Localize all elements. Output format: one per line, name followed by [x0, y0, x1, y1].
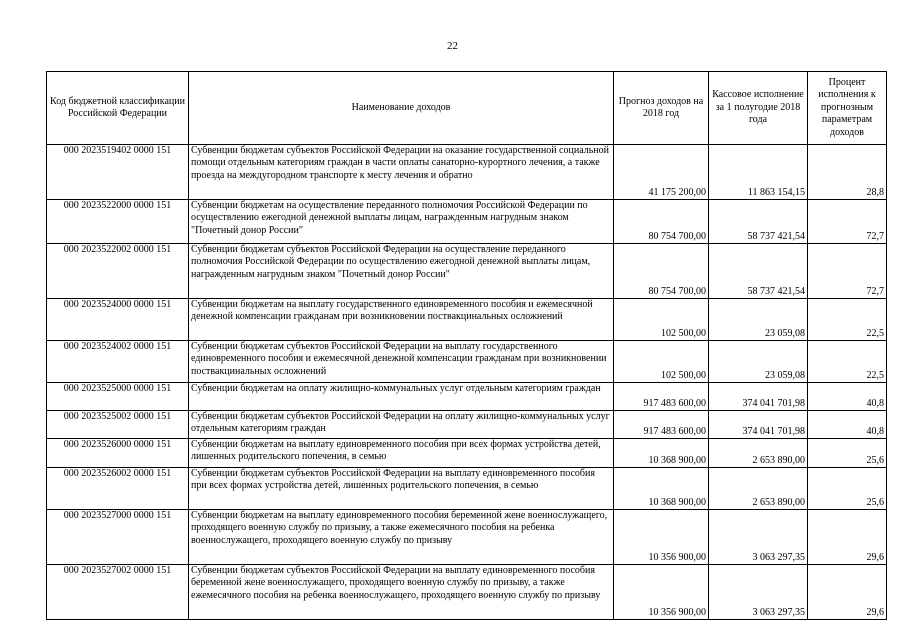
percent-cell: 25,6	[808, 468, 887, 510]
forecast-cell: 41 175 200,00	[614, 145, 709, 200]
header-budget-code: Код бюджетной классификации Российской Федерации	[47, 72, 189, 145]
executed-cell: 23 059,08	[709, 341, 808, 383]
forecast-cell: 80 754 700,00	[614, 244, 709, 299]
revenue-name-cell: Субвенции бюджетам на выплату государственного единовременного пособия и ежемесячной денежной компенсации гражданам при возникновении поствакцинальных осложнений	[189, 299, 614, 341]
header-percent: Процент исполнения к прогнозным параметрам доходов	[808, 72, 887, 145]
table-row	[47, 411, 887, 439]
forecast-cell: 10 368 900,00	[614, 468, 709, 510]
forecast-cell: 102 500,00	[614, 299, 709, 341]
executed-cell: 58 737 421,54	[709, 244, 808, 299]
table-row	[47, 200, 887, 244]
table-row	[47, 439, 887, 468]
revenue-name-cell: Субвенции бюджетам субъектов Российской Федерации на осуществление переданного полномочия Российской Федерации по осуществлению ежегодной денежной выплаты лицам, награжденным нагрудным знаком "Почетный донор России"	[189, 244, 614, 299]
table-row	[47, 341, 887, 383]
forecast-cell: 10 356 900,00	[614, 510, 709, 565]
percent-cell: 72,7	[808, 200, 887, 244]
revenue-name-cell: Субвенции бюджетам на выплату единовременного пособия при всех формах устройства детей, лишенных родительского попечения, в семью	[189, 439, 614, 468]
budget-code-cell: 000 2023522002 0000 151	[47, 244, 189, 299]
page-number: 22	[447, 40, 458, 52]
executed-cell: 3 063 297,35	[709, 565, 808, 620]
table-row	[47, 145, 887, 200]
revenue-table	[46, 71, 887, 620]
executed-cell: 2 653 890,00	[709, 468, 808, 510]
revenue-name-cell: Субвенции бюджетам на оплату жилищно-коммунальных услуг отдельным категориям граждан	[189, 383, 614, 411]
table-row	[47, 565, 887, 620]
revenue-name-cell: Субвенции бюджетам субъектов Российской Федерации на выплату государственного единовременного пособия и ежемесячной денежной компенсации гражданам при возникновении поствакцинальных осложнений	[189, 341, 614, 383]
table-row	[47, 383, 887, 411]
revenue-name-cell: Субвенции бюджетам субъектов Российской Федерации на выплату единовременного пособия беременной жене военнослужащего, проходящего военную службу по призыву, а также ежемесячного пособия на ребенка военнослужащего, проходящего военную службу по призыву	[189, 565, 614, 620]
table-row	[47, 299, 887, 341]
budget-code-cell: 000 2023524000 0000 151	[47, 299, 189, 341]
revenue-name-cell: Субвенции бюджетам на осуществление переданного полномочия Российской Федерации по осуществлению ежегодной денежной выплаты лицам, награжденным нагрудным знаком "Почетный донор России"	[189, 200, 614, 244]
table-row	[47, 244, 887, 299]
table-row	[47, 510, 887, 565]
budget-code-cell: 000 2023525002 0000 151	[47, 411, 189, 439]
header-forecast: Прогноз доходов на 2018 год	[614, 72, 709, 145]
header-revenue-name: Наименование доходов	[189, 72, 614, 145]
budget-code-cell: 000 2023524002 0000 151	[47, 341, 189, 383]
executed-cell: 374 041 701,98	[709, 383, 808, 411]
executed-cell: 3 063 297,35	[709, 510, 808, 565]
percent-cell: 22,5	[808, 299, 887, 341]
header-executed: Кассовое исполнение за 1 полугодие 2018 года	[709, 72, 808, 145]
forecast-cell: 10 368 900,00	[614, 439, 709, 468]
forecast-cell: 917 483 600,00	[614, 383, 709, 411]
budget-code-cell: 000 2023527002 0000 151	[47, 565, 189, 620]
executed-cell: 374 041 701,98	[709, 411, 808, 439]
budget-code-cell: 000 2023527000 0000 151	[47, 510, 189, 565]
table-row	[47, 468, 887, 510]
percent-cell: 72,7	[808, 244, 887, 299]
forecast-cell: 80 754 700,00	[614, 200, 709, 244]
forecast-cell: 102 500,00	[614, 341, 709, 383]
forecast-cell: 10 356 900,00	[614, 565, 709, 620]
budget-code-cell: 000 2023525000 0000 151	[47, 383, 189, 411]
percent-cell: 29,6	[808, 565, 887, 620]
executed-cell: 58 737 421,54	[709, 200, 808, 244]
revenue-name-cell: Субвенции бюджетам субъектов Российской Федерации на оплату жилищно-коммунальных услуг отдельным категориям граждан	[189, 411, 614, 439]
percent-cell: 29,6	[808, 510, 887, 565]
executed-cell: 23 059,08	[709, 299, 808, 341]
executed-cell: 11 863 154,15	[709, 145, 808, 200]
percent-cell: 28,8	[808, 145, 887, 200]
revenue-name-cell: Субвенции бюджетам субъектов Российской Федерации на оказание государственной социальной помощи отдельным категориям граждан в части оплаты санаторно-курортного лечения, а также проезда на междугородном транспорте к месту лечения и обратно	[189, 145, 614, 200]
budget-code-cell: 000 2023522000 0000 151	[47, 200, 189, 244]
percent-cell: 40,8	[808, 411, 887, 439]
percent-cell: 25,6	[808, 439, 887, 468]
forecast-cell: 917 483 600,00	[614, 411, 709, 439]
percent-cell: 40,8	[808, 383, 887, 411]
revenue-name-cell: Субвенции бюджетам на выплату единовременного пособия беременной жене военнослужащего, проходящего военную службу по призыву, а также ежемесячного пособия на ребенка военнослужащего, проходящего военную службу по призыву	[189, 510, 614, 565]
budget-code-cell: 000 2023526002 0000 151	[47, 468, 189, 510]
revenue-name-cell: Субвенции бюджетам субъектов Российской Федерации на выплату единовременного пособия при всех формах устройства детей, лишенных родительского попечения, в семью	[189, 468, 614, 510]
budget-code-cell: 000 2023526000 0000 151	[47, 439, 189, 468]
budget-code-cell: 000 2023519402 0000 151	[47, 145, 189, 200]
percent-cell: 22,5	[808, 341, 887, 383]
table-header-row	[47, 72, 887, 145]
executed-cell: 2 653 890,00	[709, 439, 808, 468]
